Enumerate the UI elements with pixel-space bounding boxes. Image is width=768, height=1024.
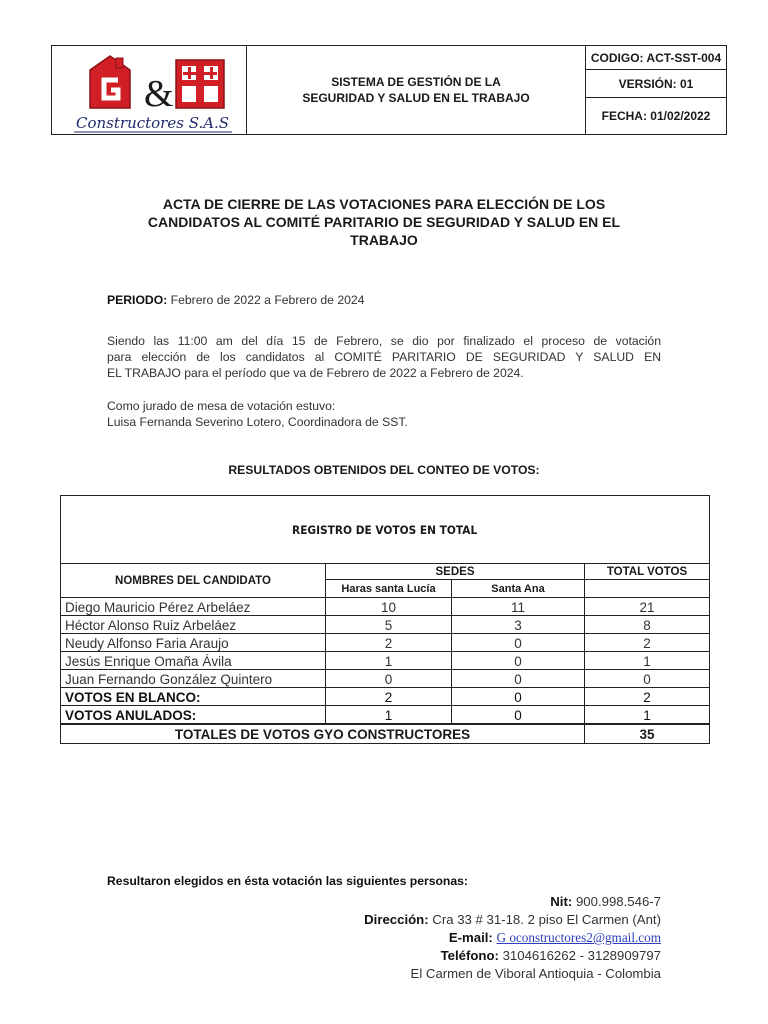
votes-total: 2 (643, 635, 651, 651)
address-label: Dirección: (364, 912, 429, 927)
svg-text:Constructores S.A.S: Constructores S.A.S (76, 114, 230, 132)
votes-total: 21 (639, 599, 655, 615)
jury-line1: Como jurado de mesa de votación estuvo: (107, 399, 336, 413)
intro-line1: Siendo las 11:00 am del día 15 de Febrero, se dio por finalizado el proceso de votación (107, 334, 661, 348)
grid-line (61, 724, 709, 725)
votes-sede1: 0 (384, 671, 393, 687)
document-header (51, 45, 727, 135)
votes-total: 8 (643, 617, 651, 633)
footer-phone (364, 947, 661, 965)
totals-label: TOTALES DE VOTOS GYO CONSTRUCTORES (174, 726, 471, 742)
footer-city: El Carmen de Viboral Antioquia - Colombia (410, 966, 661, 981)
grid-line (325, 579, 709, 580)
votes-sede1: 1 (384, 707, 393, 723)
col-header-sedes: SEDES (435, 565, 475, 578)
email-label: E-mail: (448, 930, 493, 945)
votes-sede2: 0 (514, 635, 522, 651)
candidate-name: VOTOS EN BLANCO: (65, 689, 201, 705)
period-label: PERIODO: (107, 293, 168, 307)
votes-sede1: 10 (380, 599, 397, 615)
logo-graphic (52, 46, 247, 134)
phone-value: 3104616262 - 3128909797 (502, 948, 661, 963)
col-header-total: TOTAL VOTOS (606, 565, 688, 578)
system-title-line2: SEGURIDAD Y SALUD EN EL TRABAJO (302, 91, 530, 105)
footer-nit (364, 893, 661, 911)
totals-value: 35 (639, 726, 655, 742)
jury-line2: Luisa Fernanda Severino Lotero, Coordinadora de SST. (107, 415, 408, 429)
company-logo (52, 46, 247, 134)
votes-sede1: 2 (384, 689, 393, 705)
candidate-name: Héctor Alonso Ruiz Arbeláez (65, 617, 237, 633)
phone-label: Teléfono: (440, 948, 499, 963)
col-header-names: NOMBRES DEL CANDIDATO (115, 575, 271, 587)
svg-text:&: & (144, 73, 174, 115)
period-value: Febrero de 2022 a Febrero de 2024 (170, 293, 365, 307)
votes-sede2: 3 (514, 617, 522, 633)
candidate-name: Diego Mauricio Pérez Arbeláez (65, 599, 251, 615)
intro-paragraph (107, 333, 661, 381)
grid-line (451, 579, 452, 724)
votes-total: 1 (643, 653, 651, 669)
elected-text: Resultaron elegidos en ésta votación las siguientes personas: (107, 874, 468, 888)
votes-sede1: 5 (384, 617, 393, 633)
title-line3: TRABAJO (350, 232, 418, 248)
period-line (107, 292, 364, 308)
candidate-name: Juan Fernando González Quintero (65, 671, 273, 687)
email-link[interactable]: G oconstructores2@gmail.com (496, 930, 661, 945)
results-title: RESULTADOS OBTENIDOS DEL CONTEO DE VOTOS: (228, 463, 540, 477)
grid-line (325, 564, 326, 724)
col-header-sede1: Haras santa Lucía (341, 582, 436, 595)
votes-total: 2 (643, 689, 651, 705)
intro-line2: para elección de los candidatos al COMITÉ PARITARIO DE SEGURIDAD Y SALUD EN (107, 350, 661, 364)
col-header-sede2: Santa Ana (491, 582, 545, 595)
document-date: FECHA: 01/02/2022 (586, 97, 726, 134)
candidate-name: Neudy Alfonso Faria Araujo (65, 635, 229, 651)
table-title: REGISTRO DE VOTOS EN TOTAL (61, 496, 709, 564)
title-line1: ACTA DE CIERRE DE LAS VOTACIONES PARA ELECCIÓN DE LOS (162, 196, 606, 212)
grid-line (584, 564, 585, 743)
footer-email (364, 929, 661, 947)
contact-footer (364, 893, 661, 983)
grid-line (61, 597, 709, 598)
document-code: CODIGO: ACT-SST-004 (590, 50, 722, 65)
candidate-name: Jesús Enrique Omaña Ávila (65, 653, 232, 669)
jury-paragraph (107, 398, 408, 430)
votes-sede2: 0 (514, 689, 522, 705)
votes-sede2: 11 (510, 599, 525, 615)
system-title (247, 46, 586, 134)
title-line2: CANDIDATOS AL COMITÉ PARITARIO DE SEGURIDAD Y SALUD EN EL (147, 214, 621, 230)
nit-label: Nit: (550, 894, 573, 909)
votes-total: 0 (643, 671, 651, 687)
votes-total: 1 (643, 707, 651, 723)
intro-line3: EL TRABAJO para el período que va de Febrero de 2022 a Febrero de 2024. (107, 366, 524, 380)
document-version: VERSIÓN: 01 (586, 69, 726, 97)
candidate-name: VOTOS ANULADOS: (65, 707, 197, 723)
nit-value: 900.998.546-7 (575, 894, 661, 909)
address-value: Cra 33 # 31-18. 2 piso El Carmen (Ant) (432, 912, 661, 927)
document-meta (586, 46, 726, 134)
votes-sede2: 0 (514, 671, 522, 687)
votes-sede1: 1 (384, 653, 393, 669)
votes-table (60, 495, 710, 744)
footer-address (364, 911, 661, 929)
votes-sede2: 0 (514, 653, 522, 669)
votes-sede1: 2 (384, 635, 393, 651)
system-title-line1: SISTEMA DE GESTIÓN DE LA (331, 75, 501, 89)
votes-sede2: 0 (514, 707, 522, 723)
document-title (110, 195, 658, 249)
